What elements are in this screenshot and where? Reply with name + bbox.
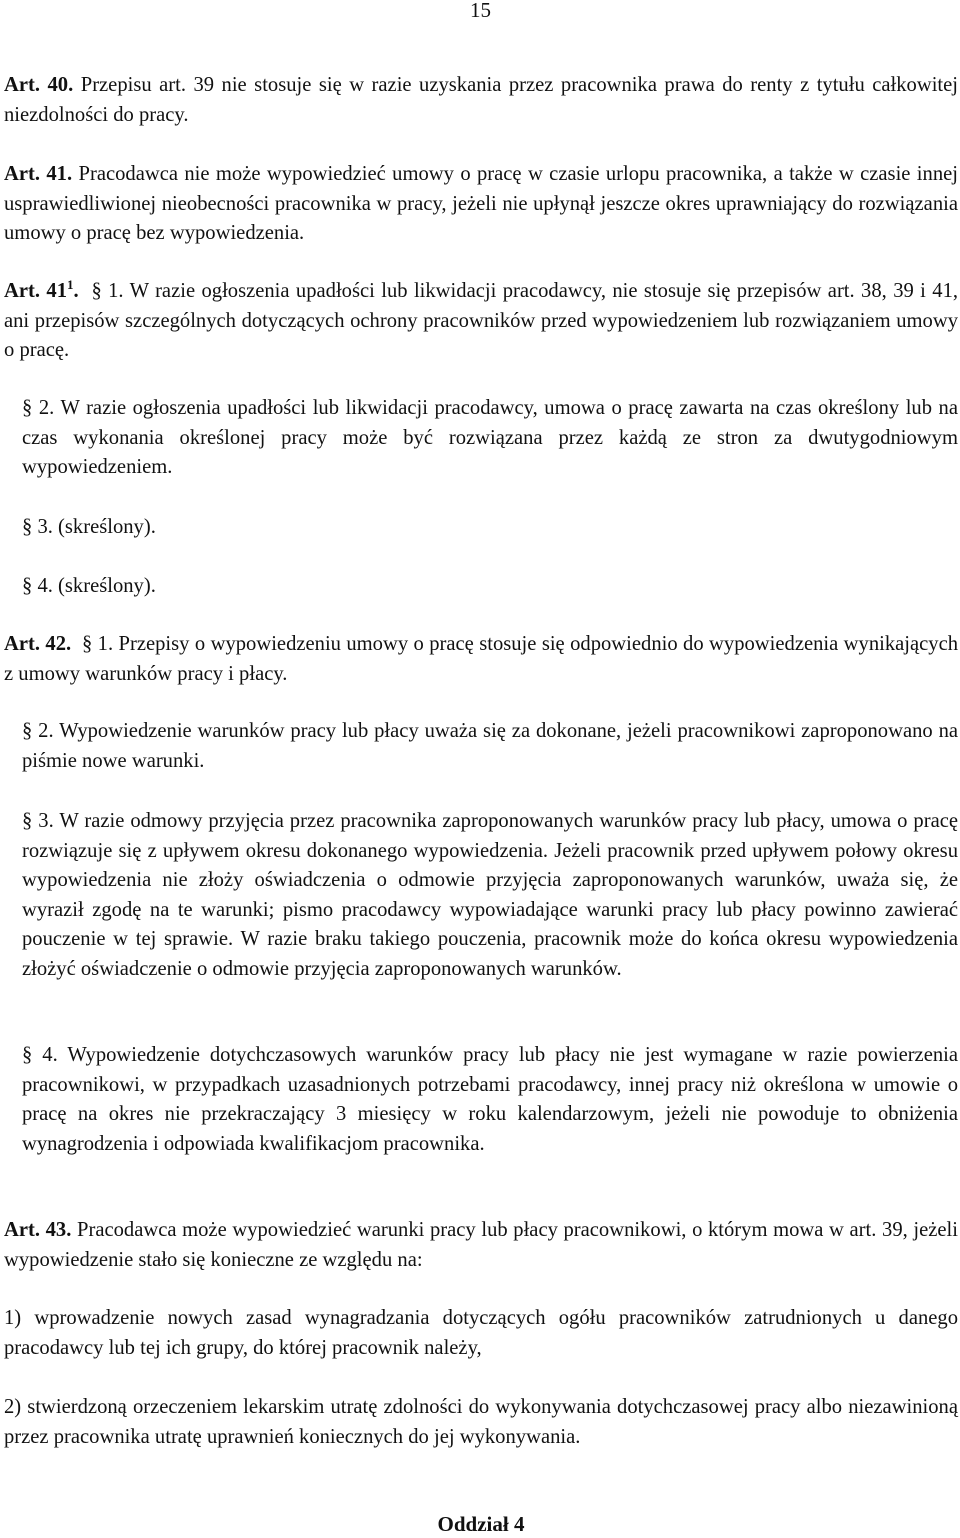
- paragraph-text: W razie ogłoszenia upadłości lub likwidacji pracodawcy, umowa o pracę zawarta na czas określony lub na czas wykonania określonej pracy może być rozwiązana przez każdą ze stron za dwutygodniowym wypowiedzeniem.: [22, 397, 958, 478]
- article-43-item-2: 2) stwierdzoną orzeczeniem lekarskim utratę zdolności do wykonywania dotychczasowej pracy albo niezawinioną przez pracownika utratę uprawnień koniecznych do jej wykonywania.: [4, 1396, 958, 1448]
- article-41-1-label-sup: 1: [67, 277, 74, 293]
- article-40: [4, 71, 958, 130]
- section-heading: Oddział 4: [437, 1512, 525, 1536]
- paragraph-text: Przepisy o wypowiedzeniu umowy o pracę stosuje się odpowiednio do wypowiedzenia wynikających z umowy warunków pracy i płacy.: [4, 633, 959, 685]
- paragraph-text: Wypowiedzenie dotychczasowych warunków pracy lub płacy nie jest wymagane w razie powierzenia pracownikowi, w przypadkach uzasadnionych potrzebami pracodawcy, innej pracy niż określona w umowie o pracę na okres nie przekraczający 3 miesięcy w roku kalendarzowym, jeżeli nie powoduje to obniżenia wynagrodzenia i odpowiada kwalifikacjom pracownika.: [22, 1044, 959, 1155]
- article-42-label: Art. 42.: [4, 633, 72, 655]
- article-43-label: Art. 43.: [4, 1219, 72, 1241]
- paragraph-text: Wypowiedzenie warunków pracy lub płacy uważa się za dokonane, jeżeli pracownikowi zaproponowano na piśmie nowe warunki.: [22, 720, 959, 772]
- article-41-label: Art. 41.: [4, 163, 73, 185]
- paragraph-number: § 2.: [22, 720, 54, 742]
- article-41-1-par-4: § 4. (skreślony).: [22, 575, 156, 597]
- paragraph-number: § 1.: [91, 280, 124, 302]
- paragraph-text: W razie odmowy przyjęcia przez pracownika zaproponowanych warunków pracy lub płacy, umowa o pracę rozwiązuje się z upływem okresu dokonanego wypowiedzenia. Jeżeli pracownik przed upływem połowy okresu wypowiedzenia nie złoży oświadczenia o odmowie przyjęcia zaproponowanych warunków, uważa się, że wyraził zgodę na te warunki; pismo pracodawcy wypowiadające warunki pracy lub płacy powinno zawierać pouczenie w tej sprawie. W razie braku takiego pouczenia, pracownik może do końca okresu wypowiedzenia złożyć oświadczenie o odmowie przyjęcia zaproponowanych warunków.: [22, 810, 959, 980]
- article-40-label: Art. 40.: [4, 74, 74, 96]
- article-42-par-1: [4, 630, 958, 689]
- page-number: 15: [470, 0, 491, 22]
- article-40-text: Przepisu art. 39 nie stosuje się w razie uzyskania przez pracownika prawa do renty z tytułu całkowitej niezdolności do pracy.: [4, 74, 958, 126]
- article-41: [4, 160, 958, 249]
- article-42-par-4: [4, 1041, 958, 1159]
- article-43-item-1: 1) wprowadzenie nowych zasad wynagradzania dotyczących ogółu pracowników zatrudnionych u danego pracodawcy lub tej ich grupy, do której pracownik należy,: [4, 1307, 958, 1359]
- paragraph-number: § 3.: [22, 810, 54, 832]
- article-41-1-par-3: § 3. (skreślony).: [22, 516, 156, 538]
- article-41-1-par-1: [4, 277, 958, 366]
- article-43: [4, 1216, 958, 1275]
- article-41-1-label: [4, 277, 79, 302]
- article-41-text: Pracodawca nie może wypowiedzieć umowy o pracę w czasie urlopu pracownika, a także w czasie innej usprawiedliwionej nieobecności pracownika w pracy, jeżeli nie upłynął jeszcze okres uprawniający do rozwiązania umowy o pracę bez wypowiedzenia.: [4, 163, 958, 244]
- article-42-par-3: [4, 807, 958, 984]
- article-41-1-label-dot: .: [73, 280, 79, 302]
- article-43-text: Pracodawca może wypowiedzieć warunki pracy lub płacy pracownikowi, o którym mowa w art. 39, jeżeli wypowiedzenie stało się konieczne ze względu na:: [4, 1219, 958, 1271]
- paragraph-number: § 2.: [22, 397, 55, 419]
- paragraph-number: § 4.: [22, 1044, 58, 1066]
- paragraph-text: W razie ogłoszenia upadłości lub likwidacji pracodawcy, nie stosuje się przepisów art. 38, 39 i 41, ani przepisów szczególnych dotyczących ochrony pracowników przed wypowiedzeniem lub rozwiązaniem umowy o pracę.: [4, 280, 959, 361]
- article-42-par-2: [4, 717, 958, 776]
- article-41-1-par-2: [4, 394, 958, 483]
- article-41-1-label-main: Art. 41: [4, 280, 68, 302]
- paragraph-number: § 1.: [81, 633, 114, 655]
